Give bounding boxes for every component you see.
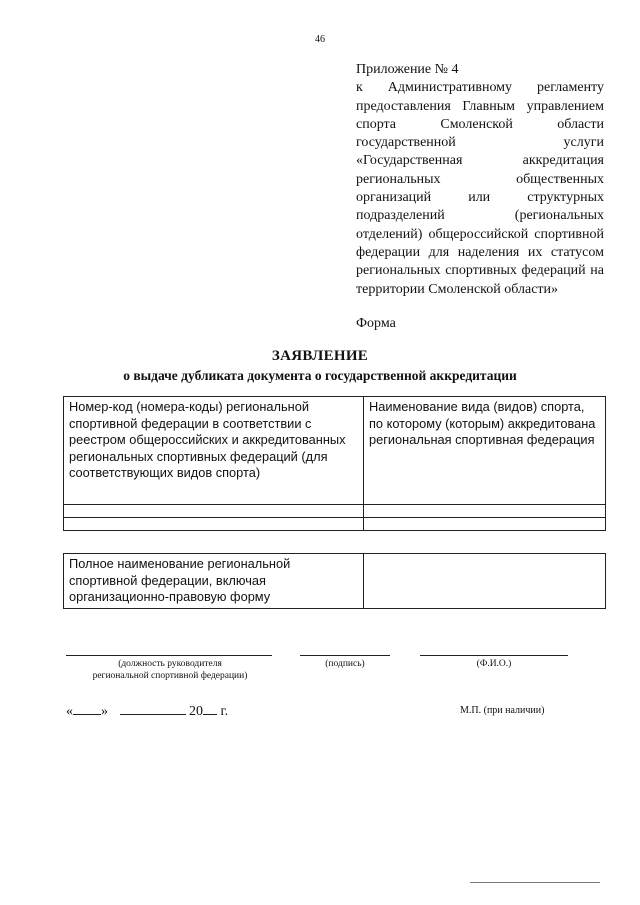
date-line bbox=[66, 702, 228, 720]
name-label: (Ф.И.О.) bbox=[476, 659, 512, 669]
date-open-quote: « bbox=[66, 704, 73, 719]
year-field[interactable] bbox=[203, 702, 217, 715]
day-field[interactable] bbox=[73, 702, 101, 715]
signature-line[interactable] bbox=[300, 655, 390, 656]
document-subtitle: о выдаче дубликата документа о государственной аккредитации bbox=[123, 368, 517, 383]
cell-sport-type[interactable] bbox=[364, 505, 606, 518]
table-row bbox=[64, 554, 606, 609]
annex-body: к Административному регламенту предоставления Главным управлением спорта Смоленской области государственной услуги «Государственная аккредитация региональных общественных организаций или структурных подразделений (региональных отделений) общероссийской спортивной федерации для наделения их статусом региональных спортивных федераций на территории Смоленской области» bbox=[356, 80, 604, 297]
cell-sport-type[interactable] bbox=[364, 518, 606, 531]
cell-registry-code[interactable] bbox=[64, 505, 364, 518]
table-header-row bbox=[64, 397, 606, 505]
position-label: (должность руководителя региональной спортивной федерации) bbox=[92, 659, 248, 681]
date-close-quote: » bbox=[101, 704, 108, 719]
footer-line bbox=[470, 882, 600, 883]
document-title: ЗАЯВЛЕНИЕ bbox=[271, 348, 369, 364]
signature-label: (подпись) bbox=[325, 659, 365, 669]
cell-registry-code[interactable] bbox=[64, 518, 364, 531]
annex-header bbox=[356, 61, 604, 299]
header-registry-code: Номер-код (номера-коды) региональной спортивной федерации в соответствии с реестром общероссийских и аккредитованных региональных спортивных федераций (для соответствующих видов спорта) bbox=[64, 397, 364, 505]
page-number: 46 bbox=[315, 34, 325, 45]
annex-title: Приложение № 4 bbox=[356, 62, 459, 77]
name-line[interactable] bbox=[420, 655, 568, 656]
federation-name-label: Полное наименование региональной спортивной федерации, включая организационно-правовую форму bbox=[64, 554, 364, 609]
month-field[interactable] bbox=[120, 702, 186, 715]
form-label: Форма bbox=[356, 316, 396, 331]
position-line[interactable] bbox=[66, 655, 272, 656]
federation-name-field[interactable] bbox=[364, 554, 606, 609]
accreditation-table bbox=[63, 396, 606, 531]
table-row bbox=[64, 505, 606, 518]
stamp-label: М.П. (при наличии) bbox=[460, 705, 545, 716]
federation-name-table bbox=[63, 553, 606, 609]
year-prefix: 20 bbox=[189, 704, 203, 719]
year-suffix: г. bbox=[220, 704, 229, 719]
header-sport-type: Наименование вида (видов) спорта, по которому (которым) аккредитована региональная спортивная федерация bbox=[364, 397, 606, 505]
table-row bbox=[64, 518, 606, 531]
